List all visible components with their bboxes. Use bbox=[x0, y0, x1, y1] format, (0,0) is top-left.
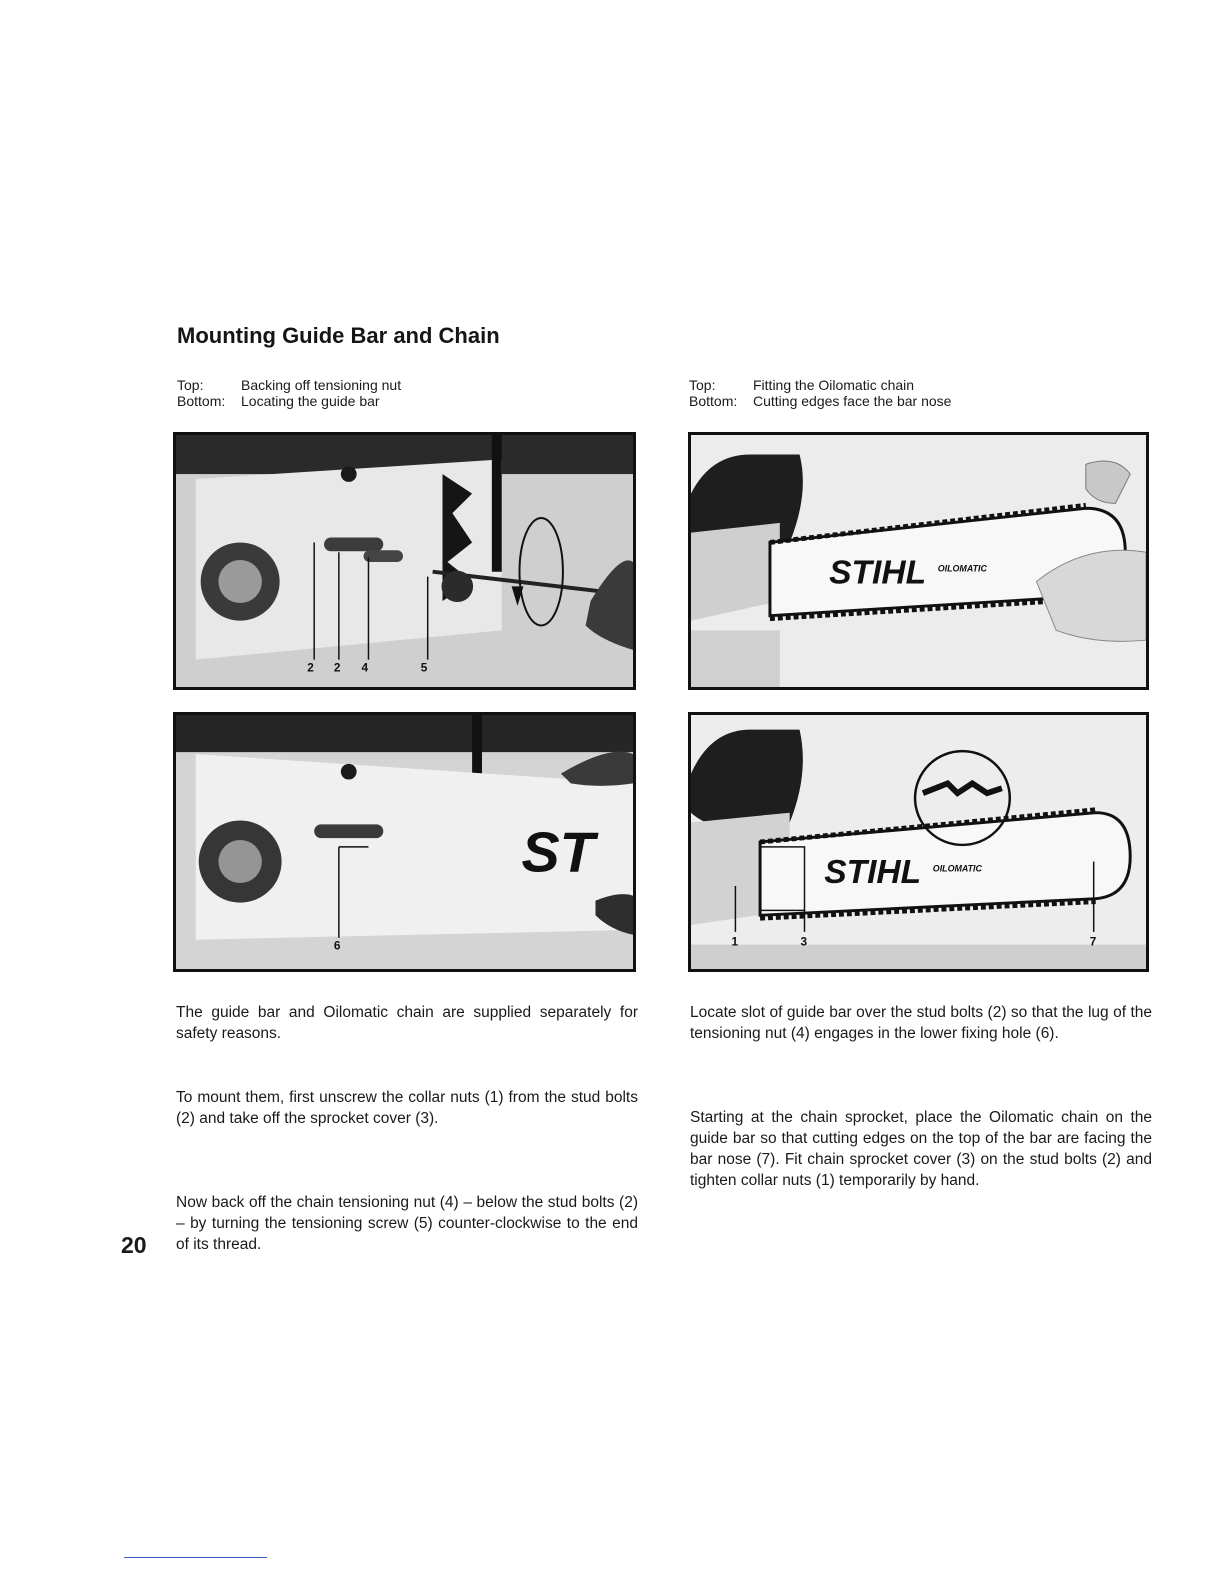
left-paragraph-3: Now back off the chain tensioning nut (4) – below the stud bolts (2) – by turning the tensioning screw (5) counter-clockwise to the end of its thread. bbox=[176, 1194, 638, 1253]
callout-label: 3 bbox=[800, 935, 808, 949]
stihl-logo: STIHL bbox=[824, 854, 922, 891]
caption-text: Fitting the Oilomatic chain bbox=[753, 377, 915, 393]
left-figure-caption bbox=[177, 377, 401, 409]
right-figure-caption bbox=[689, 377, 951, 409]
left-paragraph-2: To mount them, first unscrew the collar nuts (1) from the stud bolts (2) and take off the sprocket cover (3). bbox=[176, 1089, 638, 1127]
caption-key: Top: bbox=[689, 377, 716, 393]
caption-text: Locating the guide bar bbox=[241, 393, 380, 409]
callout-label: 4 bbox=[361, 661, 369, 675]
caption-key: Bottom: bbox=[689, 393, 738, 409]
callout-label: 2 bbox=[333, 661, 341, 675]
photo-cutting-edges-bar-nose bbox=[688, 712, 1149, 972]
photo-backing-off-tensioning-nut bbox=[173, 432, 636, 690]
callout-label: 6 bbox=[333, 939, 341, 953]
callout-label: 2 bbox=[307, 661, 314, 675]
stihl-logo: STIHL bbox=[829, 554, 927, 592]
caption-text: Backing off tensioning nut bbox=[241, 377, 402, 393]
caption-key: Top: bbox=[177, 377, 204, 393]
oilomatic-logo: OILOMATIC bbox=[932, 863, 982, 874]
callout-label: 7 bbox=[1089, 935, 1097, 949]
callout-label: 1 bbox=[731, 935, 739, 949]
caption-key: Bottom: bbox=[177, 393, 226, 409]
caption-text: Cutting edges face the bar nose bbox=[753, 393, 952, 409]
left-paragraph-1: The guide bar and Oilomatic chain are supplied separately for safety reasons. bbox=[176, 1004, 638, 1042]
right-paragraph-1: Locate slot of guide bar over the stud bolts (2) so that the lug of the tensioning nut (4) engages in the lower fixing hole (6). bbox=[690, 1004, 1152, 1042]
page-number: 20 bbox=[121, 1232, 147, 1258]
oilomatic-logo: OILOMATIC bbox=[937, 563, 987, 574]
right-paragraph-2: Starting at the chain sprocket, place the Oilomatic chain on the guide bar so that cutting edges on the top of the bar are facing the bar nose (7). Fit chain sprocket cover (3) on the stud bolts (2) and tighten collar nuts (1) temporarily by hand. bbox=[690, 1109, 1152, 1189]
callout-label: 5 bbox=[420, 661, 428, 675]
photo-locating-guide-bar bbox=[173, 712, 636, 972]
photo-fitting-oilomatic-chain bbox=[688, 432, 1149, 690]
stihl-logo-partial: ST bbox=[521, 820, 595, 885]
page-title: Mounting Guide Bar and Chain bbox=[177, 323, 500, 348]
footer-rule bbox=[124, 1557, 267, 1558]
